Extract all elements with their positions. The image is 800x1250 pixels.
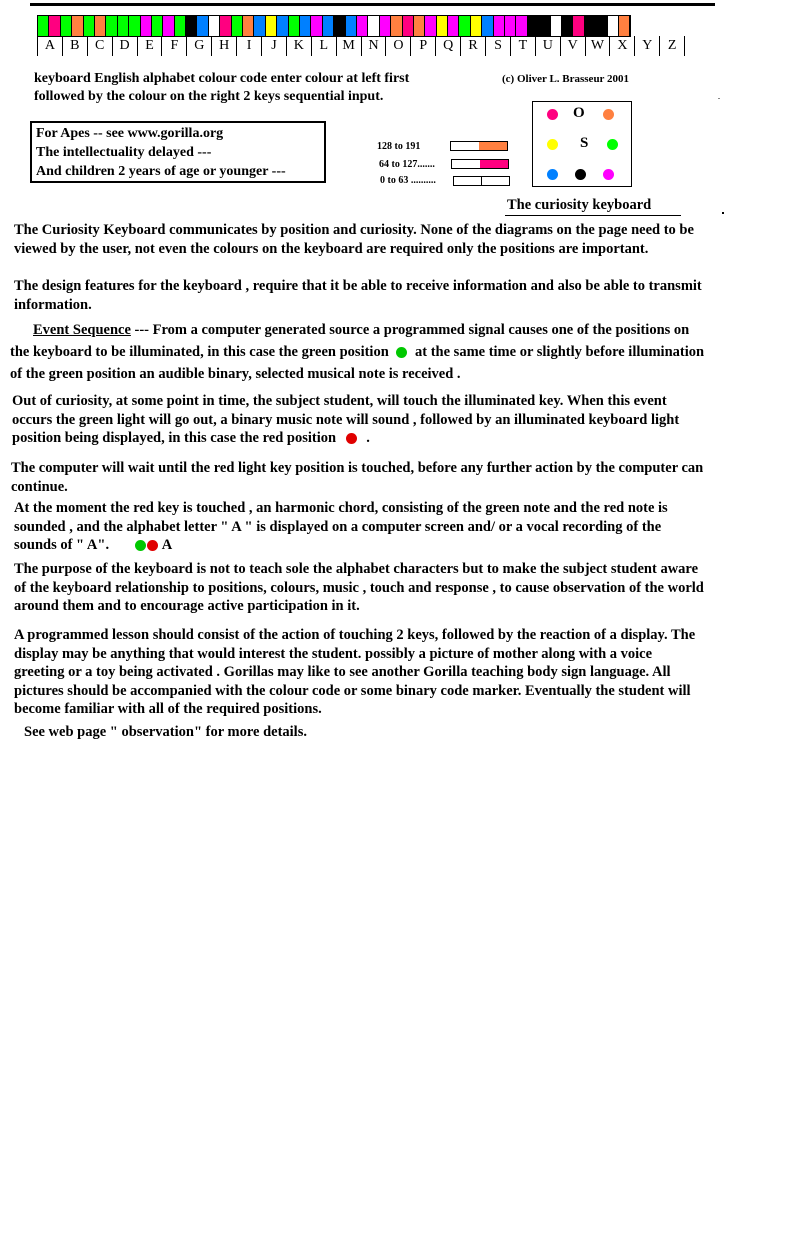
range-bar-0 [453, 176, 510, 186]
key-letter-s: S [580, 135, 589, 151]
alphabet-letter-p: P [411, 36, 436, 56]
apes-line-2: The intellectuality delayed --- [36, 145, 212, 160]
alphabet-letter-x: X [610, 36, 635, 56]
para-intro: The Curiosity Keyboard communicates by position and curiosity. None of the diagrams on the page need to be viewed by the user, not even the colours on the keyboard are required only the positions are important. [14, 222, 694, 257]
alphabet-letter-r: R [461, 36, 486, 56]
para-event-sequence [10, 319, 710, 385]
para-design: The design features for the keyboard , require that it be able to receive information and also be able to transmit information. [14, 278, 702, 313]
colour-segment [528, 16, 539, 36]
apes-box [30, 121, 326, 183]
colour-segment [38, 16, 49, 36]
curiosity-text-a: Out of curiosity, at some point in time, the subject student, will touch the illuminated key. When this event occurs the green light will go out, a binary music note will sound , followed by an illuminated keyboard light position being displayed, in this case the red position [12, 393, 680, 446]
apes-line-1: For Apes -- see www.gorilla.org [36, 126, 224, 141]
stray-dot [722, 212, 724, 214]
colour-segment [425, 16, 436, 36]
alphabet-letter-e: E [138, 36, 163, 56]
event-text-b: at the same time or slightly before illumination of the green position an audible binary, selected musical note is received . [10, 344, 705, 382]
key-top-right [603, 109, 614, 120]
colour-segment [334, 16, 345, 36]
key-bot-left [547, 169, 558, 180]
colour-segment [380, 16, 391, 36]
alphabet-letter-v: V [561, 36, 586, 56]
colour-segment [539, 16, 550, 36]
alphabet-letter-m: M [337, 36, 362, 56]
alphabet-letter-y: Y [635, 36, 660, 56]
range-bar-64 [451, 159, 509, 169]
colour-segment [368, 16, 379, 36]
colour-segment [254, 16, 265, 36]
colour-segment [608, 16, 619, 36]
colour-segment [129, 16, 140, 36]
colour-segment [232, 16, 243, 36]
para-chord [14, 499, 704, 555]
event-text-a: From a computer generated source a programmed signal causes one of the positions on the keyboard to be illuminated, in this case the green position [10, 322, 690, 360]
curiosity-keyboard-diagram [532, 101, 632, 187]
alphabet-letter-f: F [162, 36, 187, 56]
chord-letter: A [161, 537, 173, 553]
chord-text: At the moment the red key is touched , an harmonic chord, consisting of the green note and the red note is sounded , and the alphabet letter " A " is displayed on a computer screen and/ or a vocal recording of the sounds of " A". [14, 500, 668, 553]
alphabet-colour-bar [37, 15, 631, 37]
colour-segment [573, 16, 584, 36]
colour-segment [403, 16, 414, 36]
colour-segment [505, 16, 516, 36]
key-top-left [547, 109, 558, 120]
alphabet-letter-o: O [386, 36, 411, 56]
colour-segment [346, 16, 357, 36]
alphabet-letter-h: H [212, 36, 237, 56]
range-bar-0-left [454, 177, 482, 185]
colour-segment [163, 16, 174, 36]
colour-segment [323, 16, 334, 36]
colour-segment [61, 16, 72, 36]
event-heading: Event Sequence [33, 322, 131, 338]
range-bar-64-left [452, 160, 480, 168]
alphabet-letter-z: Z [660, 36, 685, 56]
colour-segment [585, 16, 596, 36]
alphabet-letter-a: A [38, 36, 63, 56]
alphabet-letter-l: L [312, 36, 337, 56]
colour-segment [197, 16, 208, 36]
alphabet-letter-k: K [287, 36, 312, 56]
colour-segment [414, 16, 425, 36]
colour-segment [72, 16, 83, 36]
colour-segment [106, 16, 117, 36]
alphabet-letter-g: G [187, 36, 212, 56]
alphabet-letter-s: S [486, 36, 511, 56]
colour-segment [300, 16, 311, 36]
colour-segment [562, 16, 573, 36]
alphabet-letter-w: W [586, 36, 611, 56]
range-bar-0-right [482, 177, 509, 185]
colour-segment [448, 16, 459, 36]
colour-segment [243, 16, 254, 36]
alphabet-letter-c: C [88, 36, 113, 56]
colour-segment [141, 16, 152, 36]
range-label-128: 128 to 191 [377, 141, 421, 152]
chord-green-dot-icon [135, 540, 146, 551]
event-dashes: --- [130, 322, 149, 338]
range-bar-128-left [451, 142, 479, 150]
colour-segment [49, 16, 60, 36]
para-curiosity [12, 392, 707, 448]
key-bot-mid [575, 169, 586, 180]
keyboard-caption-rule [505, 215, 681, 216]
alphabet-letter-n: N [362, 36, 387, 56]
para-purpose: The purpose of the keyboard is not to teach sole the alphabet characters but to make the subject student aware of the keyboard relationship to positions, colours, music , touch and response , to cause observation of the world around them and to encourage active participation in it. [14, 561, 704, 614]
key-mid-left [547, 139, 558, 150]
colour-segment [596, 16, 607, 36]
para-see-more: See web page " observation" for more details. [24, 724, 307, 740]
key-mid-right [607, 139, 618, 150]
alphabet-letter-j: J [262, 36, 287, 56]
alphabet-letter-b: B [63, 36, 88, 56]
colour-segment [220, 16, 231, 36]
colour-segment [459, 16, 470, 36]
colour-segment [551, 16, 562, 36]
para-wait: The computer will wait until the red light key position is touched, before any further action by the computer can continue. [11, 460, 704, 495]
colour-segment [357, 16, 368, 36]
colour-segment [175, 16, 186, 36]
alphabet-letter-d: D [113, 36, 138, 56]
range-bar-128 [450, 141, 508, 151]
colour-segment [516, 16, 527, 36]
alphabet-letter-i: I [237, 36, 262, 56]
alphabet-letter-row [37, 36, 685, 56]
colour-segment [482, 16, 493, 36]
chord-red-dot-icon [147, 540, 158, 551]
colour-segment [289, 16, 300, 36]
top-rule [30, 3, 715, 6]
curiosity-text-b: . [362, 430, 370, 446]
colour-segment [277, 16, 288, 36]
key-letter-o: O [573, 105, 585, 121]
range-bar-128-right [479, 142, 507, 150]
green-dot-icon [396, 347, 407, 358]
intro-line-1: keyboard English alphabet colour code enter colour at left first [34, 71, 410, 86]
intro-text [34, 70, 504, 106]
alphabet-letter-u: U [536, 36, 561, 56]
colour-segment [95, 16, 106, 36]
range-bar-64-right [480, 160, 508, 168]
alphabet-letter-q: Q [436, 36, 461, 56]
colour-segment [391, 16, 402, 36]
colour-segment [266, 16, 277, 36]
copyright: (c) Oliver L. Brasseur 2001 [502, 73, 629, 85]
range-label-0: 0 to 63 .......... [380, 175, 436, 186]
keyboard-caption: The curiosity keyboard [507, 197, 652, 213]
key-bot-right [603, 169, 614, 180]
alphabet-letter-t: T [511, 36, 536, 56]
colour-segment [186, 16, 197, 36]
colour-segment [437, 16, 448, 36]
colour-segment [118, 16, 129, 36]
colour-segment [471, 16, 482, 36]
colour-segment [619, 16, 630, 36]
colour-segment [84, 16, 95, 36]
colour-segment [152, 16, 163, 36]
stray-mark [718, 98, 720, 99]
colour-segment [311, 16, 322, 36]
red-dot-icon [346, 433, 357, 444]
intro-line-2: followed by the colour on the right 2 keys sequential input. [34, 89, 384, 104]
apes-line-3: And children 2 years of age or younger --- [36, 164, 286, 179]
colour-segment [494, 16, 505, 36]
range-label-64: 64 to 127....... [379, 159, 435, 170]
event-heading-wrap [10, 322, 149, 338]
colour-segment [209, 16, 220, 36]
para-lesson: A programmed lesson should consist of the action of touching 2 keys, followed by the reaction of a display. The display may be anything that would interest the student. possibly a picture of mother along with a voice greeting or a toy being activated . Gorillas may like to see another Gorilla teaching body sign language. All pictures should be accompanied with the colour code or some binary code marker. Eventually the student will become familiar with all of the required positions. [14, 627, 696, 717]
